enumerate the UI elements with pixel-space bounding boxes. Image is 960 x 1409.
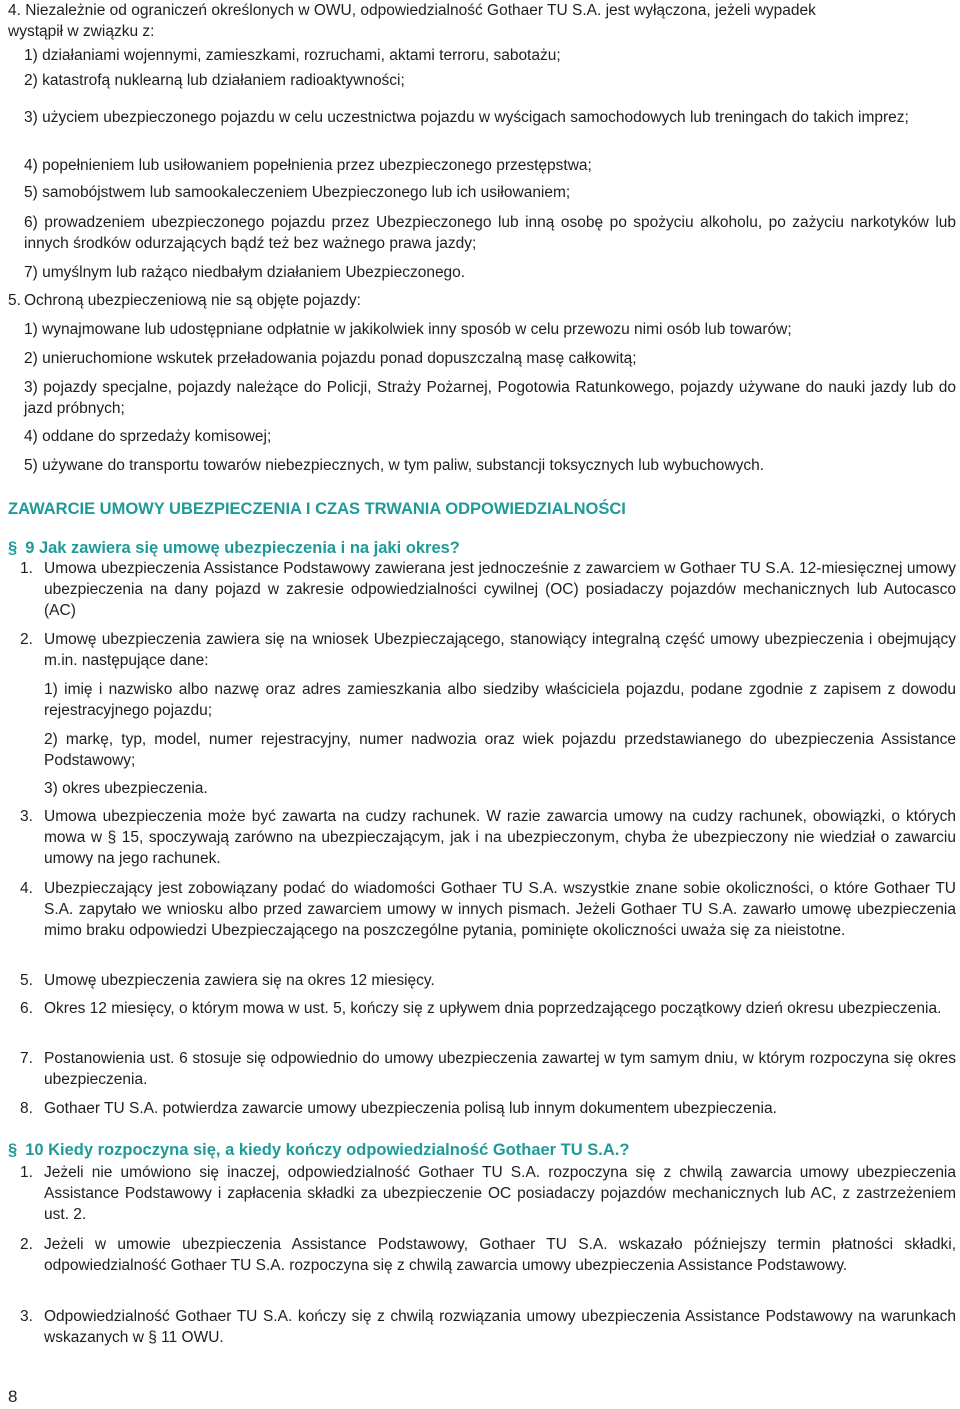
point-text: Umowę ubezpieczenia zawiera się na okres 12 miesięcy. — [44, 972, 435, 989]
paragraph-4-line-1: 4. Niezależnie od ograniczeń określonych w OWU, odpowiedzialność Gothaer TU S.A. jest wyłączona, jeżeli wypadek — [8, 2, 816, 19]
sub-list-item: 2) markę, typ, model, numer rejestracyjny, numer nadwozia oraz wiek pojazdu przedstawianego do ubezpieczenia Assistance Podstawowy; — [44, 731, 956, 769]
paragraph-4-line-2: wystąpił w związku z: — [8, 23, 155, 40]
list-item: 6) prowadzeniem ubezpieczonego pojazdu przez Ubezpieczonego lub inną osobę po spożyciu alkoholu, po zażyciu narkotyków lub innych środków odurzających bądź też bez ważnego prawa jazdy; — [24, 214, 956, 252]
page-number: 8 — [8, 1387, 18, 1406]
point-number: 8. — [20, 1100, 33, 1117]
sub-list-item: 3) okres ubezpieczenia. — [44, 780, 208, 797]
list-item: 1) działaniami wojennymi, zamieszkami, rozruchami, aktami terroru, sabotażu; — [24, 47, 561, 64]
list-item: 4) popełnieniem lub usiłowaniem popełnienia przez ubezpieczonego przestępstwa; — [24, 157, 592, 174]
point-number: 5. — [20, 972, 33, 989]
list-item: 2) unieruchomione wskutek przeładowania pojazdu ponad dopuszczalną masę całkowitą; — [24, 350, 637, 367]
list-item: 4) oddane do sprzedaży komisowej; — [24, 428, 272, 445]
point-text: Ubezpieczający jest zobowiązany podać do wiadomości Gothaer TU S.A. wszystkie znane sobie okoliczności, o które Gothaer TU S.A. zapytało we wniosku albo przed zawarciem umowy w innych pismach. Jeżeli Gothaer TU S.A. zawarło umowę ubezpieczenia mimo braku odpowiedzi Ubezpieczającego na poszczególne pytania, pominięte okoliczności uważa się za nieistotne. — [44, 880, 956, 939]
sub-list-item: 1) imię i nazwisko albo nazwę oraz adres zamieszkania albo siedziby właściciela pojazdu, podane zgodnie z zapisem z dowodu rejestracyjnego pojazdu; — [44, 681, 956, 719]
paragraph-5-number: 5. — [8, 292, 21, 309]
section-9-heading — [8, 537, 460, 559]
section-10-heading — [8, 1139, 629, 1161]
point-number: 7. — [20, 1050, 33, 1067]
list-item: 5) samobójstwem lub samookaleczeniem Ubezpieczonego lub ich usiłowaniem; — [24, 184, 571, 201]
point-text: Gothaer TU S.A. potwierdza zawarcie umowy ubezpieczenia polisą lub innym dokumentem ubezpieczenia. — [44, 1100, 777, 1117]
paragraph-5-text: Ochroną ubezpieczeniową nie są objęte pojazdy: — [24, 292, 361, 309]
point-text: Odpowiedzialność Gothaer TU S.A. kończy się z chwilą rozwiązania umowy ubezpieczenia Assistance Podstawowy na warunkach wskazanych w § 11 OWU. — [44, 1308, 956, 1346]
paragraph-sign-icon: § — [8, 1141, 18, 1159]
point-text: Umowa ubezpieczenia może być zawarta na cudzy rachunek. W razie zawarcia umowy na cudzy rachunek, obowiązki, o których mowa w § 15, spoczywają zarówno na ubezpieczającym, jak i na ubezpieczonym, chyba że ubezpieczony nie wiedział o zawarciu umowy na jego rachunek. — [44, 808, 956, 867]
list-item: 7) umyślnym lub rażąco niedbałym działaniem Ubezpieczonego. — [24, 264, 466, 281]
point-number: 2. — [20, 1236, 33, 1253]
list-item: 1) wynajmowane lub udostępniane odpłatnie w jakikolwiek inny sposób w celu przewozu nimi osób lub towarów; — [24, 321, 792, 338]
point-number: 1. — [20, 560, 33, 577]
point-text: Postanowienia ust. 6 stosuje się odpowiednio do umowy ubezpieczenia zawartej w tym samym dniu, w którym rozpoczyna się okres ubezpieczenia. — [44, 1050, 956, 1088]
section-10-title: 10 Kiedy rozpoczyna się, a kiedy kończy odpowiedzialność Gothaer TU S.A.? — [25, 1141, 630, 1159]
point-number: 3. — [20, 808, 33, 825]
point-number: 6. — [20, 1000, 33, 1017]
list-item: 3) pojazdy specjalne, pojazdy należące do Policji, Straży Pożarnej, Pogotowia Ratunkowego, pojazdy używane do nauki jazdy lub do jazd próbnych; — [24, 379, 956, 417]
list-item: 5) używane do transportu towarów niebezpiecznych, w tym paliw, substancji toksycznych lub wybuchowych. — [24, 457, 765, 474]
point-text: Umowa ubezpieczenia Assistance Podstawowy zawierana jest jednocześnie z zawarciem w Gothaer TU S.A. 12-miesięcznej umowy ubezpieczenia na dany pojazd w zakresie odpowiedzialności cywilnej (OC) posiadaczy pojazdów mechanicznych lub Autocasco (AC) — [44, 560, 956, 619]
section-title: ZAWARCIE UMOWY UBEZPIECZENIA I CZAS TRWANIA ODPOWIEDZIALNOŚCI — [8, 500, 626, 518]
list-item: 3) użyciem ubezpieczonego pojazdu w celu uczestnictwa pojazdu w wyścigach samochodowych lub treningach do takich imprez; — [24, 109, 909, 126]
point-number: 1. — [20, 1164, 33, 1181]
point-text: Okres 12 miesięcy, o którym mowa w ust. 5, kończy się z upływem dnia poprzedzającego początkowy dzień okresu ubezpieczenia. — [44, 1000, 942, 1017]
point-text: Jeżeli w umowie ubezpieczenia Assistance Podstawowy, Gothaer TU S.A. wskazało późniejszy termin płatności składki, odpowiedzialność Gothaer TU S.A. rozpoczyna się z chwilą zawarcia umowy ubezpieczenia Assistance Podstawowy. — [44, 1236, 956, 1274]
section-9-title: 9 Jak zawiera się umowę ubezpieczenia i na jaki okres? — [25, 539, 460, 557]
point-number: 3. — [20, 1308, 33, 1325]
point-number: 4. — [20, 880, 33, 897]
list-item: 2) katastrofą nuklearną lub działaniem radioaktywności; — [24, 72, 405, 89]
point-number: 2. — [20, 631, 33, 648]
paragraph-sign-icon: § — [8, 539, 18, 557]
point-text: Umowę ubezpieczenia zawiera się na wniosek Ubezpieczającego, stanowiący integralną część umowy ubezpieczenia i obejmujący m.in. następujące dane: — [44, 631, 956, 669]
point-text: Jeżeli nie umówiono się inaczej, odpowiedzialność Gothaer TU S.A. rozpoczyna się z chwilą zawarcia umowy ubezpieczenia Assistance Podstawowy i zapłacenia składki za ubezpieczenie OC posiadaczy pojazdów mechanicznych lub AC, z zastrzeżeniem ust. 2. — [44, 1164, 956, 1223]
